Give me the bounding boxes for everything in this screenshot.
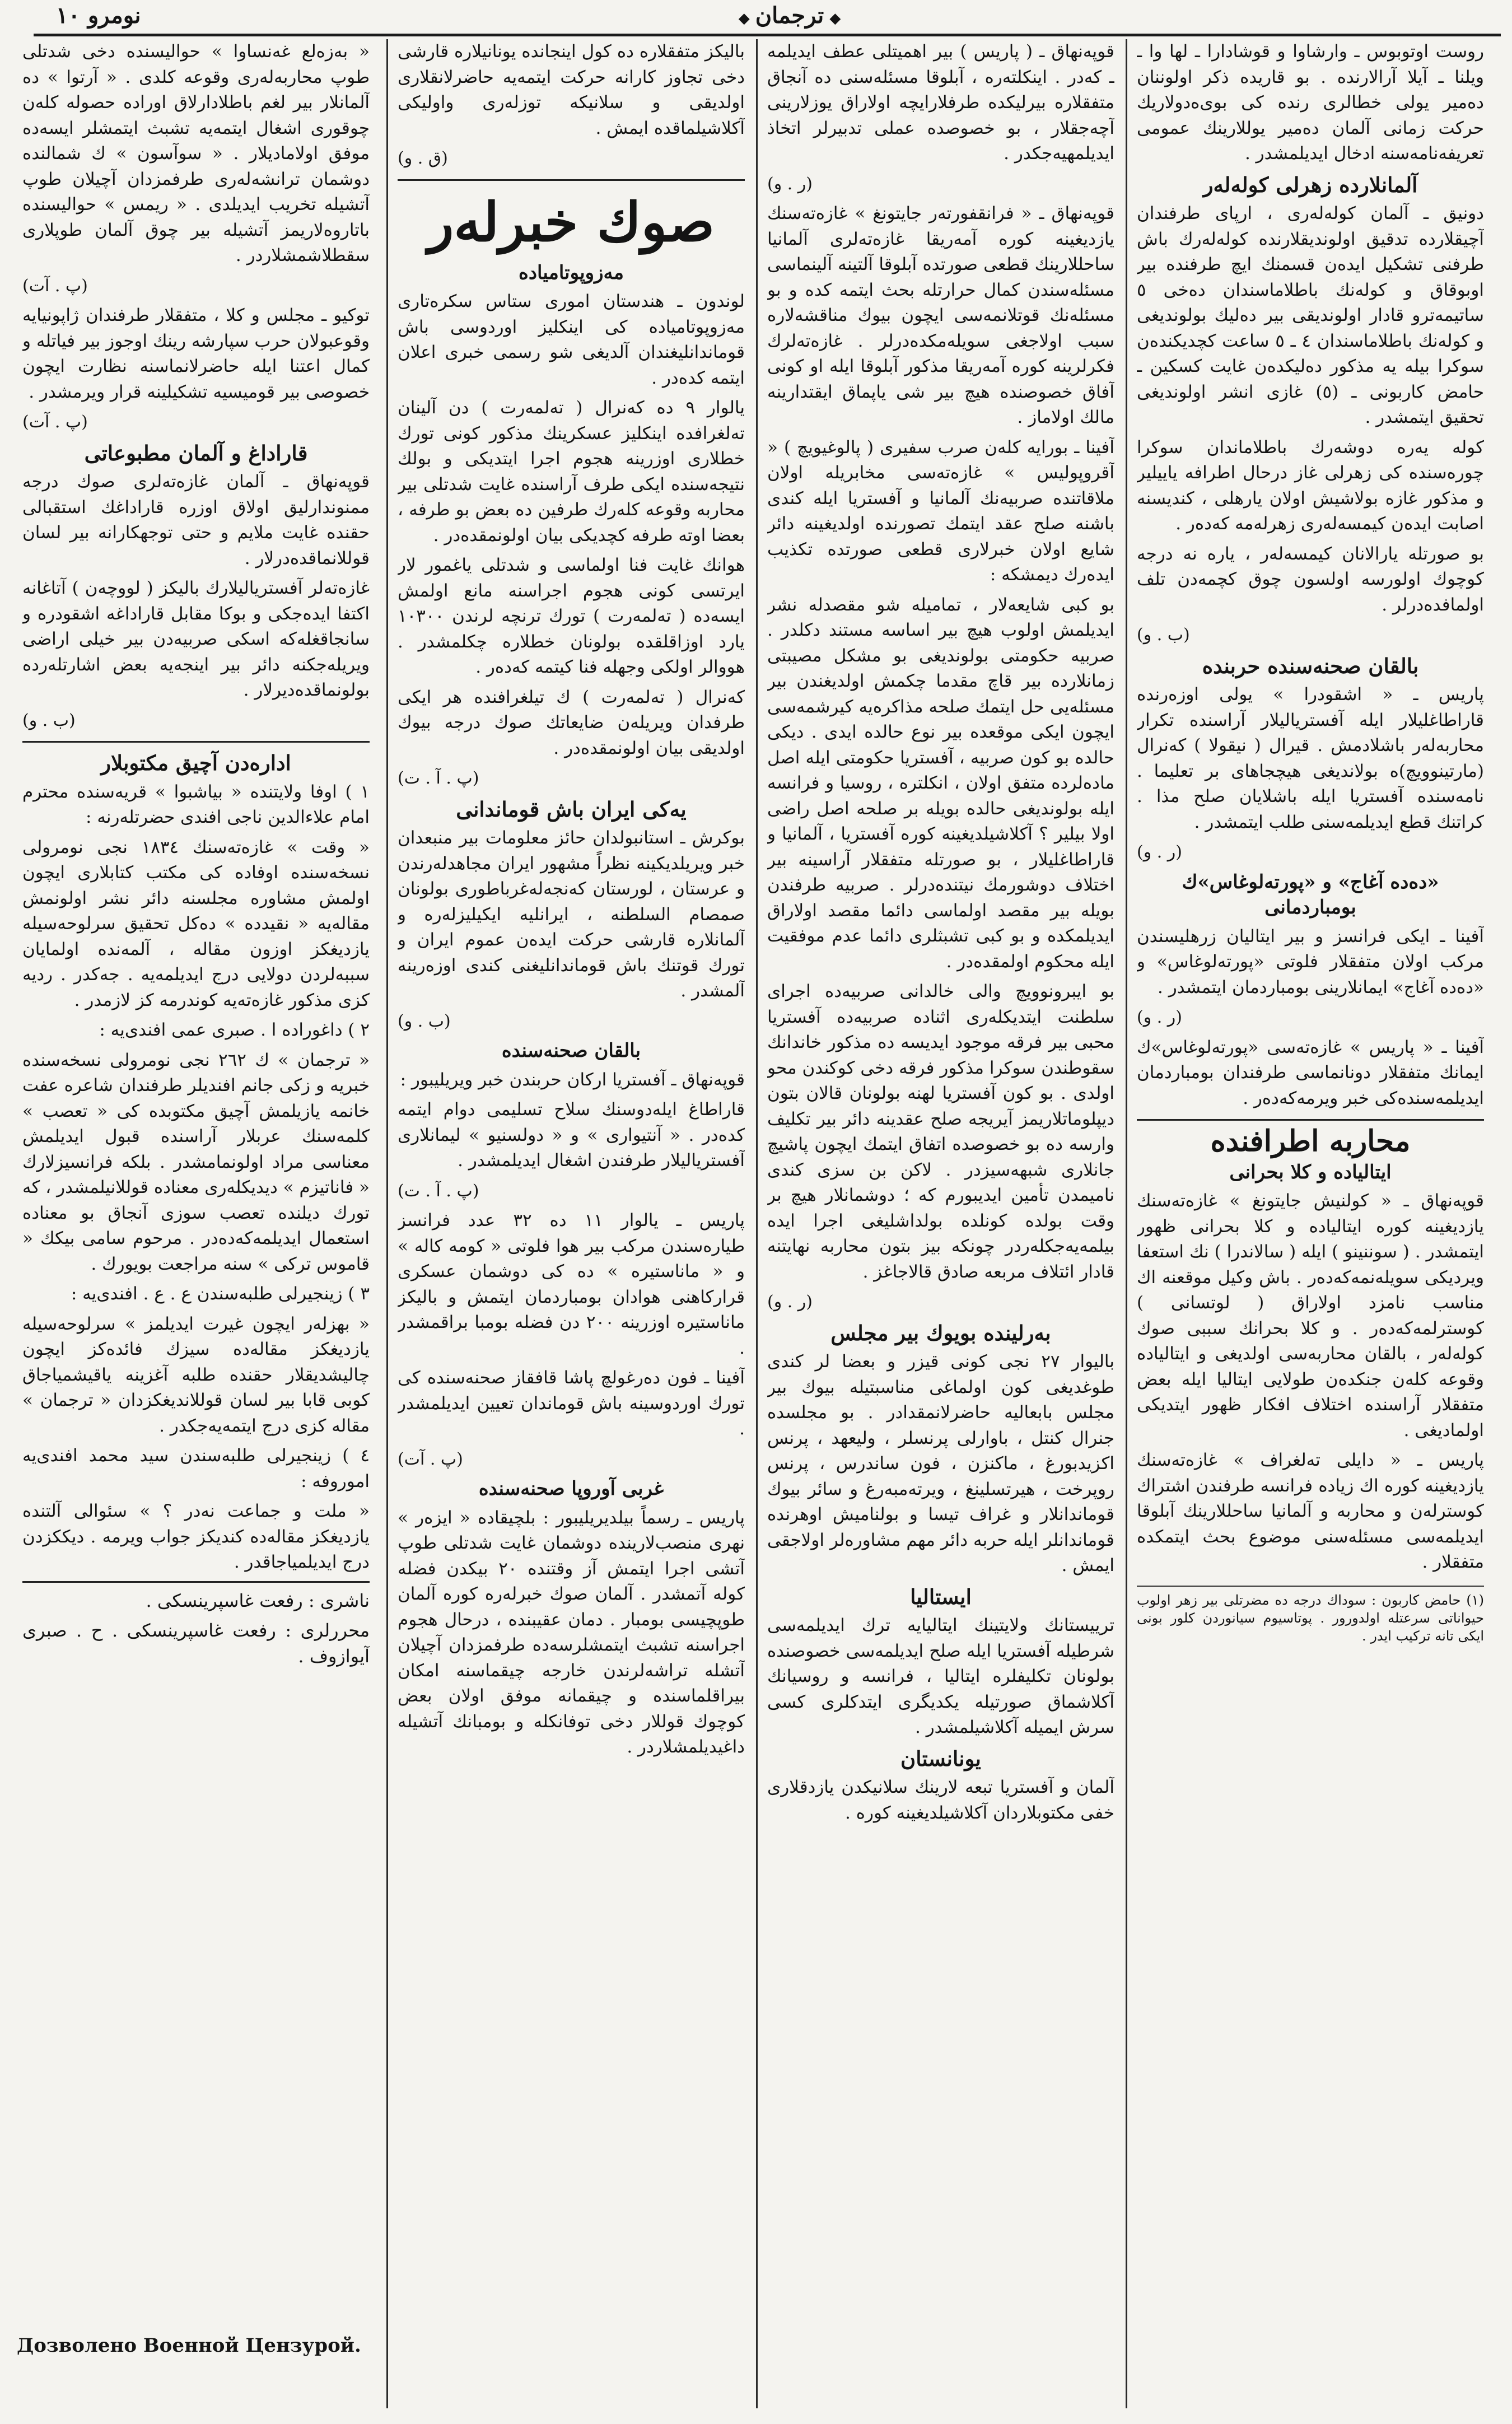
article-text: آلمان و آفستریا تبعه لارینك سلانیکدن یازدقلاری خفی مکتوبلاردان آکلاشیلدیغینه کوره .	[767, 1777, 1114, 1823]
article-heading: ایستالیا	[910, 1584, 972, 1609]
article-text: کولە یەرە دوشەرك باطلاماندان سوکرا چوره‌سنده کی زهرلی غاز درحال اطرافه یاییلیر و مذکور غازه بولاشیش اولان یارهلی ، کندیسنه اصابت ایدەن کیمسەلەری زهرلەمه کەدەر .	[1137, 437, 1484, 534]
article-text: « ملت و جماعت نه‌در ؟ » سئوالی آلتنده یازدیغکز مقالەده کندیکز جواب ویرمه . دیککزدن درج ایدیلمیاجاقدر .	[22, 1501, 370, 1572]
source-signature: (ب . و)	[1137, 625, 1190, 645]
footnote: (١) حامض کاربون : سوداك درجه ده مضرتلی بیر زهر اولوب حیواناتی سرعتله اولدورور . پوتاسیوم سیانوردن کلور بونی ایكی تانه ترکیب ایدر .	[1137, 1586, 1484, 1645]
article-text: یالوار ٩ ده کەنرال ( تەلمەرت ) دن آلینان تەلغرافده اینکلیز عسکرینك مذکور کونی تورك خطلاری اوزرینه هجوم اجرا ایتدیکی و بولك نتیجەسنده ایکی طرف آراسنده غایت شدتلی بیر محاربه وقوعه کلەرك طرفین ده بعض بو طرفه ، بعضا اوته طرفه کچدیکی بیان اولونمقدەدر .	[398, 398, 745, 546]
source-signature: (ر . و)	[1137, 842, 1182, 862]
source-signature: (ب . و)	[398, 1011, 451, 1031]
article-text: بو کبی شایعەلار ، تماميله شو مقصدله نشر ایدیلمش اولوب هیچ بیر اساسه مستند دکلدر . صربیه حکومتی بولوندیغی بو مشکل مصیبتی زمانلارده بیر قاچ مقدما چکمش اولدیغندن بیر مسئلەیی حل ایتمك صلحه مذاکرەیه کیرشمەسی ایچون ایکی موقعده بیر نوع حالده ایدی . دیکی حالده بو کون صربیه ، آفستریا حکومتی ایله اصل مادەلرده متفق اولان ، انکلترە ، روسیا و فرانسه ایله بولوندیغی حالده بویله بر صلحه اصل راضی اولا بیلیر ؟ آکلاشیلدیغینه کوره آفستريا ، آلمانيا و قاراطاغلیلار ، بو صورتله متفقلار آراسینه بیر اختلاف دوشورمك نیتنده‌درلر . صربیه طرفندن بویله بیر مقصد اولماسی دائما مقصد اولاراق ایدیلمکده و بو کبی تشبثلری دائما عدم موفقيت ايله محکوم اولمقدەدر .	[767, 594, 1114, 972]
divider	[1137, 1119, 1484, 1121]
column-1	[1137, 39, 1484, 2408]
article-text: ١ ) اوفا ولایتنده « بیاشبوا » قریەسنده محترم امام علاءالدین ناجی افندی حضرتلەرنه :	[22, 781, 370, 827]
article-text: « بهزلەر ایچون غیرت ایدیلمز » سرلوحەسیله یازدیغکز مقالەده سیزك فائدەکز ایچون چالیشدیقلار حقنده طلبه آغزینه یاقیشمیاجاق کوبی قابا بیر لسان قوللاندیغکزدان « ترجمان » مقاله کزی درج ایتمه‌یه‌جکدر .	[22, 1313, 370, 1436]
newspaper-title: ◆ ترجمان ◆	[717, 2, 862, 29]
article-heading: آلمانلاردە زهرلی کولەلەر	[1203, 172, 1418, 197]
article-text: لوندون ـ هندستان اموری ستاس سکرەتاری مەزوپوتامیادە کی اینکلیز اوردوسی باش قوماندانلیغندان آلدیغی شو رسمی خبری اعلان ایتمه کده‌در .	[398, 291, 745, 388]
article-heading: بالقان صحنەسنده	[501, 1039, 641, 1062]
article-text: آفینا ـ « پاریس » غازەتەسی «پورتەلوغاس»ك ایمانك متفقلار دونانماسی طرفندان بومباردمان ایدیلمه‌سندەکی خبر ویرمەکەدەر .	[1137, 1037, 1484, 1108]
issue-number: نومرو ١٠	[56, 2, 141, 29]
source-signature: (پ . آت)	[22, 412, 88, 432]
editor-name: رفعت غاسپرینسکی .	[111, 1620, 276, 1641]
article-text: ٣ ) زینجیرلی طلبەسندن ع . ع . افندی‌یه :	[71, 1284, 370, 1304]
article-text: پاریس ـ « دایلی تەلغراف » غازەتەسنك یازدیغینه کوره اك زیادە فرانسه طرفندن اشتراك کوسترلەن و محاربه و آلمانیا ساحللارینك آبلوقا ایدیلمەسی مسئلەسنی موضوع بحث ایتمکده متفقلار .	[1137, 1450, 1484, 1572]
censor-note: Дозволено Военной Цензурой.	[17, 2334, 361, 2357]
source-signature: (ر . و)	[767, 174, 813, 194]
article-text: قوپەنهاق ـ آفستریا ارکان حربندن خبر ویریلیبور :	[400, 1069, 745, 1090]
article-text: ٢ ) داغوراده ا . صبری عمی افندی‌یه :	[99, 1020, 370, 1040]
section-subheading: ایتالیادە و کلا بحرانی	[1229, 1160, 1392, 1183]
column-rule	[1126, 39, 1127, 2408]
article-heading: «دەدە آغاج» و «پورتەلوغاس»ك بومباردمانی	[1182, 870, 1439, 919]
article-heading: یونانستان	[900, 1746, 981, 1771]
source-signature: (ب . و)	[22, 710, 76, 730]
article-text: ٤ ) زینجیرلی طلبەسندن سید محمد افندی‌یه اموروفه :	[22, 1446, 370, 1491]
article-text: بوکرش ـ استانبولدان حائز معلومات بیر منبعدان خبر ویریلدیکینه نظراً مشهور ایران مجاهدلەرندن و عرستان ، لورستان کەنجەلەغرباطوری بولونان صمصام السلطنه ، ایرانلیه ایکیلیزلەره و آلمانلاره قارشی حرکت ایدەن عموم ایران و تورك قوتنك باش قوماندانلیغنی کندی اوزەرینه آلمشدر .	[398, 828, 745, 1001]
article-text: توکیو ـ مجلس و کلا ، متفقلار طرفندان ژاپونیایه وقوعبولان حرب سپارشه رینك اوجوز بیر فیاتلە و کمال اعتنا ایله حاضرلانماسنه نظارت ایچون خصوصی بیر قومیسیه تشکیلینه قرار ویرمشدر .	[22, 305, 370, 402]
article-text: پاریس ـ « اشقودرا » یولی اوزەرنده قاراطاغلیلار ایله آفستريالیلار آراسنده تکرار محاربەلەر باشلادمش . قیرال ( نیقولا ) کەنرال (مارتینوویچ)ه بولاندیغی هیچجاهای بر تعلیما . نامەسنده آفستريا ایله باشلایان صلح مذا . کراتنك قطع ایدیلمەسنی طلب ایتمشدر .	[1137, 684, 1484, 832]
article-text: « وقت » غازەتەسنك ١٨٣٤ نجی نومرولی نسخەسنده اوفاده کی مکتب کتابلاری ایچون اولمش مشاوره مجلسنه دائر نشر اولونمش مقالەیه « نقیدده » دەکل تحقیق سرلوحەسیله یازدیغکز اوزون مقاله ، آلمەنده اولمایان سببەلردن دولایی درج ایدیلمەیه . جەکدر . ردیه کزی مذکور غازەتەیه کوندرمه کز لازمدر .	[22, 837, 370, 1010]
source-signature: (پ . آت)	[22, 276, 88, 296]
article-heading: یەکی ایران باش قوماندانی	[456, 796, 687, 822]
article-text: بالیکز متفقلارە دە کول اینجانده یونانیلارە قارشی دخی تجاوز کارانه حرکت ایتمەیه حاضرلانقلاری اولدیقی و سلانیکه توزلەری واولیکی آکلاشیلماقده ایمش .	[398, 41, 745, 138]
article-text: قاراطاغ ایلەدوسنك سلاح تسلیمی دوام ایتمه کدەدر . « آنتیواری » و « دولسنیو » لیمانلاری آفستریالیلار طرفندن اشغال ایدیلمشدر .	[398, 1099, 745, 1171]
column-rule	[756, 39, 758, 2408]
section-heading: محاربه اطرافنده	[1210, 1124, 1411, 1158]
article-text: آفینا ـ ایکی فرانسز و بیر ایتالیان زرهلیسندن مرکب اولان متفقلار فلوتی «پورتەلوغاس» و «دەدە آغاج» ایمانلارینی بومباردمان ایتمشدر .	[1137, 926, 1484, 997]
article-heading: غربی آوروپا صحنەسنده	[478, 1477, 664, 1500]
editor-name: ح . صبری آیوازوف .	[22, 1620, 370, 1667]
source-signature: (پ . آ . ت)	[398, 1181, 479, 1201]
article-text: « بەزەلع غەنساوا » حواليسنده دخی شدتلی طوپ محاربەلەری وقوعه کلدی . « آرتوا » ده آلمانلار بیر لغم باطلادارلاق اوراده حصوله کلەن چوقوری اشغال ایتمەیه تشبث ایتمشلر ایسەده موفق اولامادیلار . « سوآسون » ك شمالنده دوشمان ترانشەلەری طرفمزدان آچیلان طوپ آتشیله تخریب ایدیلدی . « ریمس » حواليسنده باتاروەلاریمز آتشیله بیر چوق آلمان طوپلاری سقطلاشمشلاردر .	[22, 41, 370, 265]
article-text: ترییستانك ولایتینك ایتالیایه ترك ایدیلمەسی شرطیله آفستریا ایله صلح ایدیلمەسی خصوصنده بولونان تکلیفلره ایتالیا ، فرانسه و روسیانك آکلاشماق صورتیله یکدیگری ایتدکلری کسی سرش ایمیله آکلاشیلمشدر .	[767, 1615, 1114, 1737]
publisher-name: رفعت غاسپرینسکی .	[146, 1589, 303, 1611]
article-heading: بالقان صحنەسنده حربنده	[1202, 653, 1419, 678]
article-text: « ترجمان » ك ٢٦٢ نجی نومرولی نسخەسنده خبریه و زکی جانم افندیلر طرفندان شاعره عفت خانمه یازیلمش آچیق مکتوبده کی « تعصب » کلمەسنك عربلار آراسنده قبول ایدیلمش معناسی مراد اولونمامشدر . بلکه فرانسیزلارك « فاناتیزم » دیدیکلەری معناده قوللانیلمشدر ، که تورك دیلنده تعصب سوزی آنجاق بو معناده استعمال ایدیلمه‌کەدەدر . مرحوم سامی بیکك « قاموس ترکی » سنه مراجعت بویورك .	[22, 1050, 370, 1274]
article-text: غازەتەلر آفستریالیلارك بالیکز ( لووچەن ) آتاغانه اکتفا ایدەجکی و بوکا مقابل قاراداغه اشقودره و سانجاقغلەکه اسکی صربیه‌دن بیر خیلی اراضی ویریله‌جکنه دائر بیر اینجەیه بعض اشارتلەرده بولونماقده‌دیرلار .	[22, 578, 370, 700]
article-heading: ادارەدن آچیق مکتوبلار	[101, 750, 291, 775]
masthead	[34, 0, 1501, 36]
article-text: قوپەنهاق ـ آلمان غازەتەلری صوك درجه ممنوندارلیق اولاق اوزره قاراداغك استقبالی حقنده غایت ملایم و حتی توجهکارانه بیر لسان قوللانماقده‌درلار .	[22, 472, 370, 568]
column-3	[398, 39, 745, 2408]
article-text: بو ایبرونوویچ والی خالدانی صربیه‌ده اجرای سلطنت ایتدیکلەری اثناده صربیه‌ده آفستریا محبی بیر فرقه موجود ایدیسه ده مذکور خاندانك سقوطندن سوکرا مذکور فرقه دخی کوکندن محو اولدی . بو کون آفستریا لهنه بولونان قالان بتون دیپلوماتلاریمز آیریجه صلح عقدینه دائر بیر تکلیف وارسه ده بو خصوصده اتفاق ایتمك ایچون پاشیچ جانلاری شبهەسیزدر . لاكن بن سزی کندی نامیمدن تأمین ایدیبورم که ؛ دوشمانلار هیچ بر وقت بولده کونلده بولداشلیغی اجرا ایده بیلمەیەجکلەردر چونکه بیز بتون محاربه نهایتنه قادار ائتلاف مربعه صادق قالاجاغز .	[767, 981, 1114, 1282]
article-text: آفینا ـ فون دەرغولچ پاشا قافقاز صحنەسنده کی تورك اوردوسینه باش قوماندان تعیین ایدیلمشدر .	[398, 1368, 745, 1439]
article-heading: قاراداغ و آلمان مطبوعاتی	[84, 440, 308, 465]
article-text: پاریس ـ رسماً بیلدیریلیبور : بلچیقاده « ایزەر » نهری منصب‌لارینده دوشمان غایت شدتلی طوپ آتشی اجرا ایتمش آز وقتنده ٢٠ بیکدن فضله کولە آتمشدر . آلمان صوك خبرلەره کوره آلمان طوپچیسی بومبار . دمان عقیبنده ، درحال هجوم اجراسنه تشبث ایتمشلرسەده طرفمزدان آچیلان آتشله تراشه‌لرندن خارجه چیقماسنه امکان بیراقلماسنده و چیقمانه موفق اولان بعض کوچوك قوللار دخی توفانكله و بومبانك آتشیله داغیدیلمشلاردر .	[398, 1507, 745, 1757]
source-signature: (ر . و)	[1137, 1008, 1182, 1027]
article-text: آفینا ـ بورایه کلەن صرب سفیری ( پالوغیویچ ) « آقروپولیس » غازەتەسی مخابریله اولان ملاقاتنده صربیه‌نك آلمانیا و آفستريا ایله کندی باشنه صلح عقد ایتمك تصورنده اولدیغینه دائر شایع اولان خبرلاری قطعی صورتده تکذیب ایدەرك دیمشکه :	[767, 437, 1114, 585]
column-4	[22, 39, 370, 2330]
article-text: قوپەنهاق ـ « کولنیش جایتونغ » غازەتەسنك یازدیغینه کوره ایتالیادە و کلا بحرانی ظهور ایتمشدر . ( سوننینو ) ایله ( سالاندرا ) نك استعفا ویردیکی سویلەنمەکەدەر . باش وکیل موقعنه اك مناسب نامزد اولاراق ( لوتسانی ) کوسترلمەکەدەر . و کلا بحرانك سببی صوك کولەلەر ، بالقان محاربەسی اولدیغی و ایتالیاده وقوعه کلەن جنکدەن طولایی ایتالیا ایله بعض متفقلار آراسنده اختلاف افکار ظهور ایتدیکی اولمادیغی .	[1137, 1191, 1484, 1441]
divider	[22, 741, 370, 743]
article-text: بو صورتله یارالانان کیمسەلەر ، یاره نه درجە کوچوك اولورسه اولسون چوق کچمەدن تلف اولمافدەدرلر .	[1137, 543, 1484, 615]
article-heading: مەزوپوتامیادە	[519, 261, 624, 284]
publisher-label: ناشری :	[308, 1589, 370, 1611]
divider	[398, 179, 745, 181]
article-text: پاریس ـ یالوار ١١ ده ٣٢ عدد فرانسز طیارەسندن مرکب بیر هوا فلوتی « کومه کاله » و « ماناستیره » ده کی دوشمان عسکری قرارکاهنی هوادان بومباردمان ایتمش و بالیکز ماناستیره اوزرینه ٢٠٠ دن فضله بومبا براقمشدر .	[398, 1210, 745, 1358]
editors-label: محررلری :	[285, 1620, 370, 1641]
article-text: قوپەنهاق ـ ( پاریس ) بیر اهمیتلی عطف ایدیلمه ـ کەدر . اینکلتەره ، آبلوقا مسئلەسنی ده آنجاق متفقلاره بیرلیکده طرفلارایچه اولاراق یوزلارینی آچەجقلار ، بو خصوصده عملی تدبیرلر اتخاذ ایدیلمهیەجکدر .	[767, 41, 1114, 164]
article-text: کەنرال ( تەلمەرت ) ك تیلغرافنده هر ایکی طرفدان ویریلەن ضایعاتك صوك درجه بیوك اولدیقی بیان اولونمقدەدر .	[398, 687, 745, 758]
source-signature: (ر . و)	[767, 1292, 813, 1312]
article-text: قوپەنهاق ـ « فرانقفورتەر جایتونغ » غازەتەسنك یازدیغینه کوره آمەریقا غازەتەلری آلمانیا ساحللارینك قطعی صورتده آبلوقا آلتینه آلینماسی مسئلەسندن کمال حرارتله بحث ایتمه کده و بو مسئلەنك قوتلانمەسی ایچون بیوك مناقشەلاره سبب اولاجغی سویلەمکدەدرلر . غازەتەلرك فکرلرینه کوره آمەریقا مذکور آبلوقا ایله او کونی آفاق خصوصنده هیچ بیر شی یاپماق ایقتدارینه مالك اولاماز .	[767, 203, 1114, 427]
source-signature: (پ . آت)	[398, 1449, 463, 1469]
column-rule	[386, 39, 388, 2408]
latest-news-heading: صوك خبرلەر	[427, 190, 715, 254]
article-text: بالیوار ٢٧ نجی کونی قیزر و بعضا لر کندی طوغدیغی کون اولماغی مناسبتیله بیوك بیر مجلس بابعالیه حاضرلانمقدادر . بو مجلسده جنرال کنتل ، باوارلی پرنسلر ، ولیعهد ، پرنس اکزیدبورغ ، ماکنزن ، فون ساندرس ، پرنس روپرخت ، هیرتسلینغ ، ویرتەمبەرغ و سائر بیوك قوماندانلار و غراف تیسا و بولنامیش اوهرنده قوماندانلر ایله حربه دائر مهم مشاورەلر اولاجقی ایمش .	[767, 1351, 1114, 1575]
article-text: هوانك غایت فنا اولماسی و شدتلی یاغمور لار ایرتسی کونی هجوم اجراسنه مانع اولمش ایسەده ( تەلمەرت ) تورك ترنچه لرندن ١٠٣٠٠ یارد اوزاقلقده بولونان خطلاره چکلمشدر . هووالر اولکی وجهله فنا کیتمه کەدەر .	[398, 555, 745, 677]
article-text: دونیق ـ آلمان کولەلەری ، ارپای طرفندان آچیقلارده تدقیق اولوندیقلارنده کولەلەرك باش طرفنی تشکیل ایدەن قسمنك ایچ طرفنده بیر اوبوقاق و کولەنك باطلاماسندان دەخی ٥ ساتیمەترو قادار اولوندیقی بیر دەلیك بولوندیغی و کولەنك باطلاماسندان ٤ ـ ٥ ساعت کچدیکندەن سوکرا بیله یە مذکور دەلیکدەن غایت کسکین ـ حامض کاربونی ـ (٥) غازی انشر اولوندیغی تحقیق ایتمشدر .	[1137, 203, 1484, 427]
source-signature: (پ . آ . ت)	[398, 768, 479, 788]
publisher-block	[22, 1581, 370, 1670]
source-signature: (ق . و)	[398, 148, 448, 168]
article-heading: بەرلیندە بویوك بیر مجلس	[830, 1320, 1051, 1345]
column-2	[767, 39, 1114, 2408]
article-text: روست اوتوبوس ـ وارشاوا و قوشادارا ـ لها وا ـ ويلنا ـ آيلا آرالارنده . بو قاريده ذكر اولوننان دەمير يولی خطالری رنده کی بوی‌ەدولاریك حرکت زمانی آلمان دەمير يوللارينك عمومی تعریفەنامەسنه ادخال ایدیلمشدر .	[1137, 41, 1484, 164]
